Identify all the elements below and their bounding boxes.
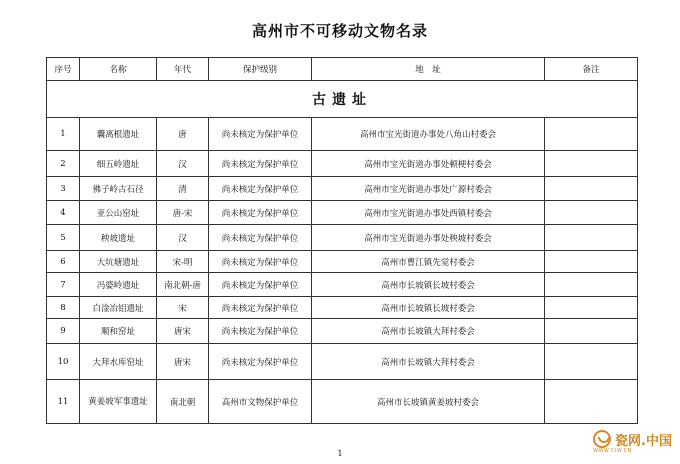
col-header-era: 年代 <box>157 58 209 81</box>
site-era: 唐宋 <box>157 319 209 344</box>
row-number: 6 <box>47 251 80 273</box>
col-header-notes: 备注 <box>545 58 638 81</box>
site-name: 白淦冶铝遗址 <box>80 297 157 319</box>
site-address: 高州市曹江镇先觉村委会 <box>312 251 545 273</box>
table-row <box>47 118 638 151</box>
watermark-logo <box>593 428 675 458</box>
site-name: 细五岭遗址 <box>80 151 157 177</box>
site-era: 唐宋 <box>157 344 209 380</box>
site-name: 顺和窑址 <box>80 319 157 344</box>
protection-level: 高州市文物保护单位 <box>209 380 312 424</box>
site-address: 高州市长坡镇大拜村委会 <box>312 344 545 380</box>
table-row <box>47 225 638 251</box>
site-era: 南北朝 <box>157 380 209 424</box>
row-number: 3 <box>47 177 80 201</box>
site-address: 高州市宝光街道办事处顿梗村委会 <box>312 151 545 177</box>
row-number: 1 <box>47 118 80 151</box>
site-era: 唐-宋 <box>157 201 209 225</box>
site-era: 汉 <box>157 225 209 251</box>
site-name: 秧坡遗址 <box>80 225 157 251</box>
site-name: 囊离根遗址 <box>80 118 157 151</box>
table-row <box>47 273 638 297</box>
site-address: 高州市宝光街道办事处秧坡村委会 <box>312 225 545 251</box>
page-number: 1 <box>337 449 343 458</box>
table-header-row <box>47 58 638 81</box>
site-address: 高州市长坡镇长坡村委会 <box>312 297 545 319</box>
table-row <box>47 319 638 344</box>
col-header-protection-level: 保护级别 <box>209 58 312 81</box>
site-address: 高州市长坡镇大拜村委会 <box>312 319 545 344</box>
site-note <box>545 344 638 380</box>
site-note <box>545 118 638 151</box>
site-address: 高州市长坡镇黄姜坡村委会 <box>312 380 545 424</box>
site-note <box>545 151 638 177</box>
site-note <box>545 297 638 319</box>
watermark-text: 瓷网.中国 <box>615 434 672 449</box>
protection-level: 尚未核定为保护单位 <box>209 319 312 344</box>
site-note <box>545 201 638 225</box>
site-note <box>545 251 638 273</box>
site-name: 大坑塘遗址 <box>80 251 157 273</box>
site-era: 南北朝-唐 <box>157 273 209 297</box>
protection-level: 尚未核定为保护单位 <box>209 151 312 177</box>
heritage-table <box>46 57 638 424</box>
site-name: 黄姜坡军事遗址 <box>80 380 157 424</box>
col-header-number: 序号 <box>47 58 80 81</box>
site-note <box>545 225 638 251</box>
site-address: 高州市宝光街道办事处西镇村委会 <box>312 201 545 225</box>
row-number: 4 <box>47 201 80 225</box>
col-header-address: 地 址 <box>312 58 545 81</box>
protection-level: 尚未核定为保护单位 <box>209 251 312 273</box>
row-number: 9 <box>47 319 80 344</box>
site-note <box>545 273 638 297</box>
protection-level: 尚未核定为保护单位 <box>209 118 312 151</box>
site-address: 高州市长坡镇长坡村委会 <box>312 273 545 297</box>
table-row <box>47 201 638 225</box>
protection-level: 尚未核定为保护单位 <box>209 201 312 225</box>
row-number: 2 <box>47 151 80 177</box>
protection-level: 尚未核定为保护单位 <box>209 225 312 251</box>
table-row <box>47 344 638 380</box>
site-address: 高州市宝光街道办事处八角山村委会 <box>312 118 545 151</box>
site-era: 汉 <box>157 151 209 177</box>
protection-level: 尚未核定为保护单位 <box>209 273 312 297</box>
row-number: 7 <box>47 273 80 297</box>
col-header-name: 名称 <box>80 58 157 81</box>
site-address: 高州市宝光街道办事处广源村委会 <box>312 177 545 201</box>
protection-level: 尚未核定为保护单位 <box>209 297 312 319</box>
row-number: 8 <box>47 297 80 319</box>
site-era: 清 <box>157 177 209 201</box>
table-row <box>47 380 638 424</box>
document-title: 高州市不可移动文物名录 <box>251 22 428 40</box>
row-number: 11 <box>47 380 80 424</box>
site-note <box>545 380 638 424</box>
watermark-subtext: WWW.CIW.CN <box>593 448 633 454</box>
section-title: 古遗址 <box>47 81 638 118</box>
site-era: 宋 <box>157 297 209 319</box>
protection-level: 尚未核定为保护单位 <box>209 344 312 380</box>
row-number: 10 <box>47 344 80 380</box>
site-name: 佛子岭古石径 <box>80 177 157 201</box>
site-name: 冯婆岭遗址 <box>80 273 157 297</box>
protection-level: 尚未核定为保护单位 <box>209 177 312 201</box>
site-note <box>545 319 638 344</box>
row-number: 5 <box>47 225 80 251</box>
site-era: 宋-明 <box>157 251 209 273</box>
section-row <box>47 81 638 118</box>
table-row <box>47 151 638 177</box>
table-row <box>47 177 638 201</box>
site-name: 亚公山窑址 <box>80 201 157 225</box>
table-row <box>47 251 638 273</box>
site-era: 唐 <box>157 118 209 151</box>
site-name: 大拜水库窑址 <box>80 344 157 380</box>
site-note <box>545 177 638 201</box>
table-row <box>47 297 638 319</box>
porcelain-logo-icon <box>593 430 611 448</box>
